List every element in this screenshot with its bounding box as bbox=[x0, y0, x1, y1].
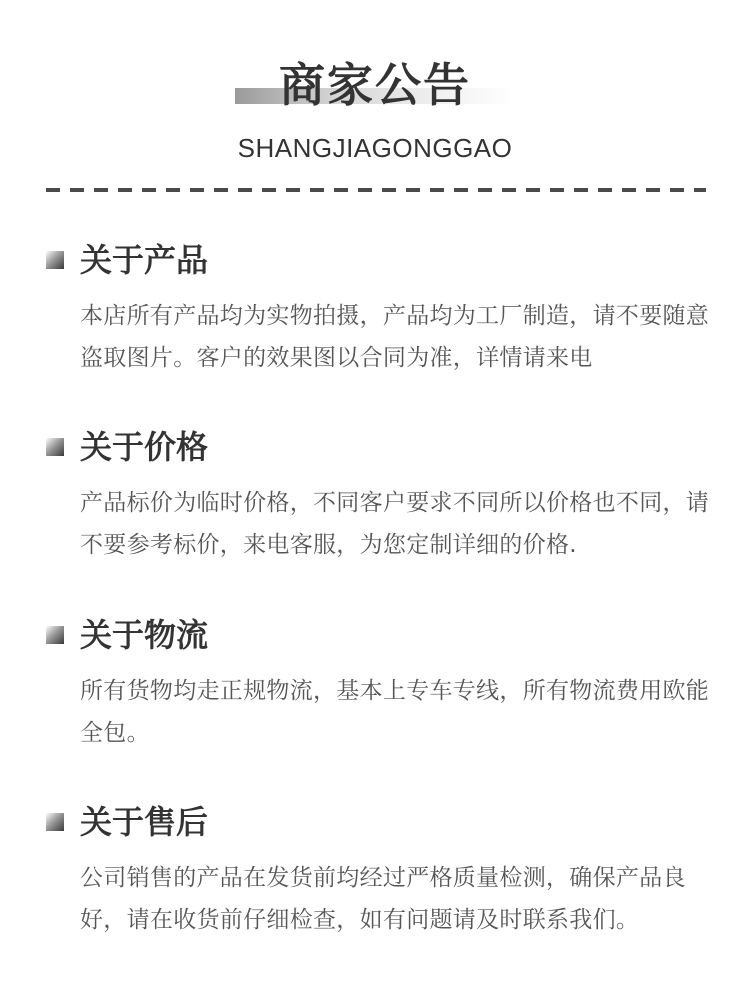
square-bullet-icon bbox=[46, 251, 64, 269]
section-heading: 关于产品 bbox=[80, 241, 209, 279]
section-body: 产品标价为临时价格，不同客户要求不同所以价格也不同，请不要参考标价，来电客服，为您定制详细的价格. bbox=[80, 490, 710, 558]
section-body: 所有货物均走正规物流，基本上专车专线，所有物流费用欧能全包。 bbox=[80, 678, 710, 746]
page-subtitle: SHANGJIAGONGGAO bbox=[237, 133, 513, 163]
section-heading: 关于价格 bbox=[80, 428, 209, 466]
section-body: 公司销售的产品在发货前均经过严格质量检测，确保产品良好，请在收货前仔细检查，如有问题请及时联系我们。 bbox=[80, 865, 686, 933]
page-title: 商家公告 bbox=[279, 58, 471, 112]
square-bullet-icon bbox=[46, 438, 64, 456]
section-heading: 关于售后 bbox=[80, 803, 209, 841]
dashed-divider bbox=[46, 188, 706, 192]
section-heading: 关于物流 bbox=[80, 616, 209, 654]
title-block bbox=[0, 52, 750, 122]
square-bullet-icon bbox=[46, 626, 64, 644]
section-body: 本店所有产品均为实物拍摄，产品均为工厂制造，请不要随意盗取图片。客户的效果图以合同为准，详情请来电 bbox=[80, 303, 710, 371]
square-bullet-icon bbox=[46, 813, 64, 831]
